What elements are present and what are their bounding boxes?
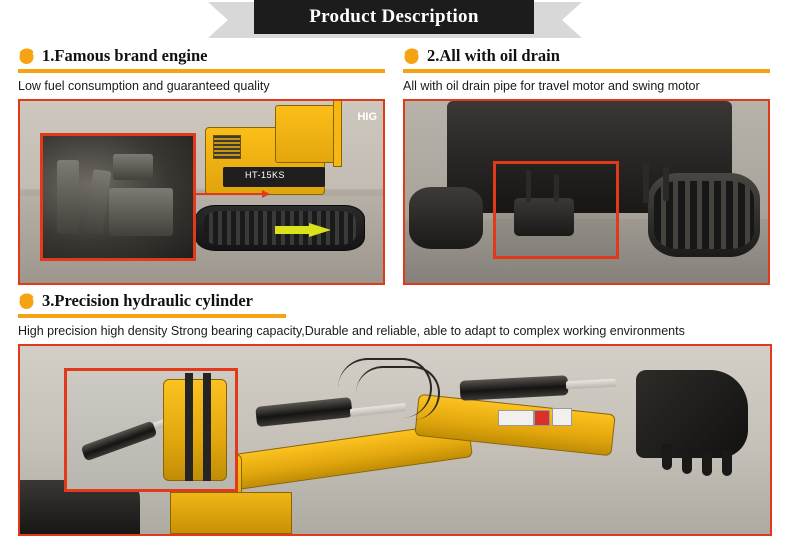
engine-block xyxy=(109,188,173,236)
bucket-tooth xyxy=(662,444,672,470)
engine-part-cover xyxy=(113,154,153,180)
orange-circle-bullet-icon xyxy=(403,48,420,65)
hydraulic-hose xyxy=(356,366,440,420)
engine-closeup-highlight xyxy=(40,133,196,261)
section-3-heading xyxy=(18,291,772,311)
orange-circle-bullet-icon xyxy=(18,48,35,65)
engine-part-intake xyxy=(57,160,79,234)
travel-motor-highlight xyxy=(493,161,619,259)
left-track xyxy=(409,187,483,249)
machine-model-label: HT-15KS xyxy=(245,170,286,180)
section-3 xyxy=(0,285,790,536)
section-2-title: 2.All with oil drain xyxy=(427,46,560,65)
warning-decal xyxy=(498,410,534,426)
section-2-underline xyxy=(403,69,770,73)
section-1-description: Low fuel consumption and guaranteed quality xyxy=(18,79,270,93)
bucket-tooth xyxy=(722,450,732,476)
excavator-cab xyxy=(275,105,335,163)
section-3-underline xyxy=(18,314,286,318)
section-2-heading xyxy=(403,46,770,66)
mini-excavator-illustration xyxy=(183,101,383,283)
orange-circle-bullet-icon xyxy=(18,293,35,310)
boom-arm-hydraulic-cylinder-photo xyxy=(18,344,772,536)
ribbon-left-notch xyxy=(208,2,228,38)
callout-pointer-line xyxy=(190,193,268,195)
swing-motor-drain-pipe xyxy=(663,167,669,201)
boom-cylinder-highlight xyxy=(64,368,238,492)
section-1-title: 1.Famous brand engine xyxy=(42,46,208,65)
excavator-cab-post xyxy=(333,99,342,167)
bucket-tooth xyxy=(702,450,712,476)
warning-decal-red xyxy=(534,410,550,426)
track-direction-arrow-icon xyxy=(275,223,331,237)
brand-text: HIG xyxy=(357,111,377,123)
machine-body-yellow xyxy=(170,492,292,534)
swing-motor-drain-pipe xyxy=(643,163,649,203)
excavator-grill xyxy=(213,135,241,159)
section-1-heading xyxy=(18,46,385,66)
section-2-description: All with oil drain pipe for travel motor and swing motor xyxy=(403,79,700,93)
travel-motor xyxy=(514,198,574,236)
oil-drain-pipe xyxy=(554,174,559,202)
ribbon-right-notch xyxy=(562,2,582,38)
section-3-title: 3.Precision hydraulic cylinder xyxy=(42,291,253,310)
undercarriage-oil-drain-photo xyxy=(403,99,770,285)
section-1-underline xyxy=(18,69,385,73)
top-sections-row xyxy=(0,42,790,285)
bucket xyxy=(636,370,748,458)
section-2 xyxy=(403,46,770,285)
oil-drain-pipe xyxy=(526,170,531,202)
inset-hose xyxy=(185,373,193,481)
page-header xyxy=(0,0,790,42)
inset-boom xyxy=(163,379,227,481)
engine-and-mini-excavator-photo xyxy=(18,99,385,285)
bucket-tooth xyxy=(682,448,692,474)
section-3-description: High precision high density Strong bearing capacity,Durable and reliable, able to adapt to complex working environments xyxy=(18,324,685,338)
section-1 xyxy=(18,46,385,285)
inset-hose xyxy=(203,373,211,481)
page-title: Product Description xyxy=(309,6,479,27)
warning-decal-triangle xyxy=(552,408,572,426)
header-title-plate xyxy=(254,0,534,34)
